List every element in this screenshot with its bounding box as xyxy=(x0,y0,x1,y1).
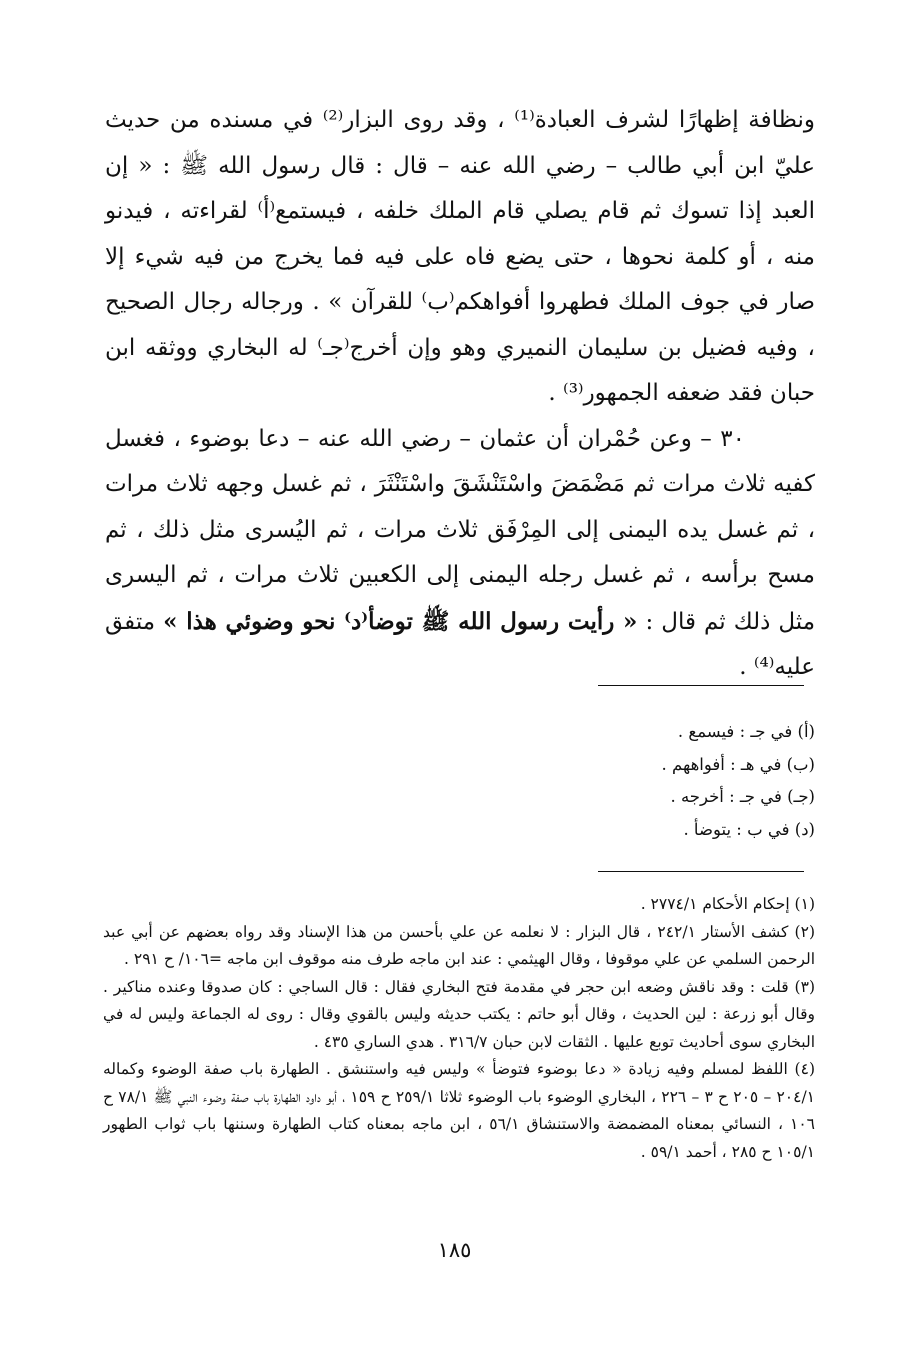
variant-note: (جـ) في جـ : أخرجه . xyxy=(670,787,815,806)
footnote: (٣) قلت : وقد ناقش وضعه ابن حجر في مقدمة فتح البخاري فقال : قال الساجي : كان صدوقا وعنده مناكير . وقال أبو زرعة : لين الحديث ، وقال أبو حاتم : يكتب حديثه وليس بالقوي وقال : روى له الجماعة وليس له في البخاري سوى أحاديث توبع عليها . الثقات لابن حبان ٣١٦/٧ . هدي الساري ٤٣٥ . xyxy=(103,977,815,1051)
footnote: (١) إحكام الأحكام ٢٧٧٤/١ . xyxy=(640,895,815,913)
manuscript-variants xyxy=(415,716,815,846)
main-text xyxy=(105,98,815,691)
footnotes xyxy=(103,891,815,1166)
variant-note: (د) في ب : يتوضأ . xyxy=(683,819,815,839)
hadith-text: ٣٠ – وعن حُمْران أن عثمان – رضي الله عنه – دعا بوضوء ، فغسل كفيه ثلاث مرات ثم مَضْمَضَ واسْتَنْشَقَ واسْتَنْثَرَ ، ثم غسل وجهه ثلاث مرات ، ثم غسل يده اليمنى إلى المِرْفَق ثلاث مرات ، ثم اليُسرى مثل ذلك ، ثم مسح برأسه ، ثم غسل رجله اليمنى إلى الكعبين ثلاث مرات ، ثم اليسرى مثل ذلك ثم قال : xyxy=(105,425,816,635)
paragraph-hadith-30 xyxy=(105,417,815,691)
separator-line xyxy=(598,871,804,872)
variant-note: (ب) في هـ : أفواههم . xyxy=(661,754,815,774)
paragraph-commentary: ونظافة إظهارًا لشرف العبادة⁽¹⁾ ، وقد روى البزار⁽²⁾ في مسنده من حديث عليّ ابن أبي طالب – رضي الله عنه – قال : قال رسول الله ﷺ : « إن العبد إذا تسوك ثم قام يصلي قام الملك خلفه ، فيستمع⁽أ⁾ لقراءته ، فيدنو منه ، أو كلمة نحوها ، حتى يضع فاه على فيه فما يخرج من فيه شيء إلا صار في جوف الملك فطهروا أفواهكم⁽ب⁾ للقرآن » . ورجاله رجال الصحيح ، وفيه فضيل بن سليمان النميري وهو وإن أخرج⁽جـ⁾ له البخاري ووثقه ابن حبان فقد ضعفه الجمهور⁽³⁾ . xyxy=(105,107,815,406)
variant-note: (أ) في جـ : فيسمع . xyxy=(677,722,815,741)
hadith-quote: « رأيت رسول الله ﷺ توضأ⁽د⁾ نحو وضوئي هذا » xyxy=(163,607,638,635)
hadith-source: متفق عليه⁽⁴⁾ . xyxy=(105,608,815,680)
footnote: (٤) اللفظ لمسلم وفيه زيادة « دعا بوضوء فتوضأ » وليس فيه واستنشق . الطهارة باب صفة الوضوء وكماله ٢٠٤/١ – ٢٠٥ ح ٣ – ٢٢٦ ، البخاري الوضوء باب الوضوء ثلاثا ٢٥٩/١ ح ١٥٩ ، أبو داود الطهارة باب صفة وضوء النبي ﷺ ٧٨/١ ح ١٠٦ ، النسائي بمعناه المضمضة والاستنشاق ٥٦/١ ، ابن ماجه بمعناه كتاب الطهارة وسننها باب ثواب الطهور ١٠٥/١ ح ٢٨٥ ، أحمد ٥٩/١ . xyxy=(103,1060,816,1161)
page-number: ١٨٥ xyxy=(437,1238,472,1262)
footnote: (٢) كشف الأستار ٢٤٢/١ ، قال البزار : لا نعلمه عن علي بأحسن من هذا الإسناد وقد رواه بعضهم عن أبي عبد الرحمن السلمي عن علي موقوفا ، وقال الهيثمي : عند ابن ماجه طرف منه موقوف ابن ماجه =١٠٦/ ح ٢٩١ . xyxy=(103,922,815,968)
separator-line xyxy=(598,685,804,686)
